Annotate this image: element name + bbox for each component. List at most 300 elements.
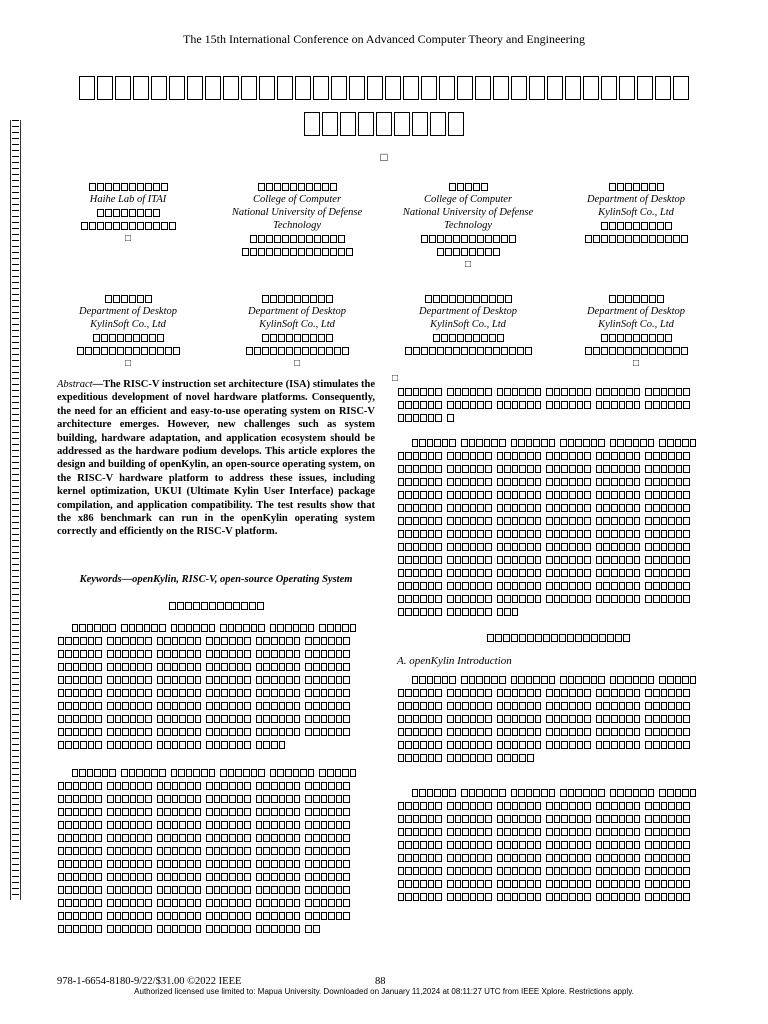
missing-glyph: [561, 867, 568, 875]
missing-glyph: [634, 452, 641, 460]
missing-glyph: [330, 183, 337, 191]
missing-glyph: [633, 222, 640, 230]
missing-glyph: [610, 676, 617, 684]
missing-glyph: [577, 465, 584, 473]
missing-glyph: [611, 517, 618, 525]
missing-glyph: [691, 689, 694, 697]
missing-glyph: [462, 517, 469, 525]
missing-glyph: [130, 847, 137, 855]
missing-glyph: [336, 689, 343, 697]
missing-glyph: [634, 517, 641, 525]
missing-glyph: [405, 608, 412, 616]
missing-glyph: [443, 452, 446, 460]
missing-glyph: [58, 899, 65, 907]
missing-glyph: [691, 556, 694, 564]
missing-glyph: [145, 728, 152, 736]
missing-glyph: [497, 728, 504, 736]
missing-glyph: [145, 847, 152, 855]
missing-glyph: [641, 388, 644, 396]
missing-glyph: [455, 530, 462, 538]
missing-glyph: [504, 388, 511, 396]
missing-glyph: [244, 886, 251, 894]
missing-glyph: [305, 834, 312, 842]
missing-glyph: [653, 802, 660, 810]
missing-glyph: [617, 183, 624, 191]
missing-glyph: [130, 886, 137, 894]
missing-glyph: [328, 676, 335, 684]
missing-glyph: [343, 663, 350, 671]
missing-glyph: [328, 637, 335, 645]
missing-glyph: [560, 676, 567, 684]
missing-glyph: [405, 867, 412, 875]
missing-glyph: [596, 582, 603, 590]
missing-glyph: [455, 465, 462, 473]
missing-glyph: [535, 728, 542, 736]
missing-glyph: [512, 582, 519, 590]
missing-glyph: [187, 886, 194, 894]
missing-glyph: [286, 860, 293, 868]
missing-glyph: [107, 899, 114, 907]
missing-glyph: [561, 556, 568, 564]
section-1-paragraph-1: [57, 621, 375, 751]
missing-glyph: [561, 689, 568, 697]
missing-glyph: [625, 347, 632, 355]
missing-glyph: [645, 802, 652, 810]
missing-glyph: [103, 715, 106, 723]
missing-glyph: [527, 569, 534, 577]
missing-glyph: [596, 401, 603, 409]
missing-glyph: [641, 715, 644, 723]
text-line: [397, 686, 719, 699]
missing-glyph: [682, 439, 689, 447]
missing-glyph: [428, 689, 435, 697]
missing-glyph: [164, 912, 171, 920]
missing-glyph: [286, 676, 293, 684]
missing-glyph: [121, 295, 128, 303]
missing-glyph: [634, 702, 641, 710]
missing-glyph: [542, 828, 545, 836]
missing-glyph: [157, 689, 164, 697]
missing-glyph: [336, 860, 343, 868]
missing-glyph: [80, 795, 87, 803]
missing-glyph: [554, 689, 561, 697]
missing-glyph: [561, 702, 568, 710]
missing-glyph: [584, 880, 591, 888]
author-block-1-1: [43, 180, 213, 245]
missing-glyph: [376, 112, 392, 136]
missing-glyph: [527, 689, 534, 697]
missing-glyph: [443, 414, 446, 422]
missing-glyph: [159, 624, 166, 632]
missing-glyph: [542, 728, 545, 736]
missing-glyph: [95, 702, 102, 710]
missing-glyph: [477, 388, 484, 396]
missing-glyph: [244, 860, 251, 868]
missing-glyph: [603, 741, 610, 749]
missing-glyph: [603, 452, 610, 460]
missing-glyph: [310, 334, 317, 342]
missing-glyph: [256, 728, 263, 736]
missing-glyph: [145, 222, 152, 230]
missing-glyph: [470, 595, 477, 603]
missing-glyph: [169, 222, 176, 230]
missing-glyph: [80, 886, 87, 894]
missing-glyph: [603, 388, 610, 396]
missing-glyph: [172, 873, 179, 881]
missing-glyph: [271, 925, 278, 933]
missing-glyph: [237, 860, 244, 868]
missing-glyph: [443, 543, 446, 551]
missing-glyph: [447, 530, 454, 538]
missing-glyph: [295, 76, 311, 100]
missing-glyph: [172, 912, 179, 920]
missing-glyph: [606, 789, 609, 797]
missing-glyph: [286, 821, 293, 829]
missing-glyph: [58, 847, 65, 855]
missing-glyph: [623, 634, 630, 642]
missing-glyph: [428, 741, 435, 749]
missing-glyph: [673, 76, 689, 100]
missing-glyph: [634, 689, 641, 697]
missing-glyph: [619, 702, 626, 710]
missing-glyph: [512, 517, 519, 525]
missing-glyph: [93, 347, 100, 355]
missing-glyph: [294, 860, 301, 868]
missing-glyph: [244, 715, 251, 723]
missing-glyph: [577, 556, 584, 564]
missing-glyph: [470, 465, 477, 473]
missing-glyph: [88, 860, 95, 868]
text-line: [397, 699, 719, 712]
missing-glyph: [177, 602, 184, 610]
missing-glyph: [596, 388, 603, 396]
missing-glyph: [206, 886, 213, 894]
missing-glyph: [535, 802, 542, 810]
missing-glyph: [435, 741, 442, 749]
missing-glyph: [527, 582, 534, 590]
missing-glyph: [95, 847, 102, 855]
footer-isbn: 978-1-6654-8180-9/22/$31.00 ©2022 IEEE: [57, 976, 242, 987]
missing-glyph: [661, 543, 668, 551]
missing-glyph: [271, 886, 278, 894]
missing-glyph: [569, 595, 576, 603]
missing-glyph: [413, 854, 420, 862]
missing-glyph: [301, 728, 304, 736]
missing-glyph: [331, 76, 347, 100]
missing-glyph: [133, 334, 140, 342]
missing-glyph: [263, 663, 270, 671]
missing-glyph: [485, 491, 492, 499]
missing-glyph: [504, 452, 511, 460]
missing-glyph: [676, 530, 683, 538]
missing-glyph: [73, 886, 80, 894]
missing-glyph: [420, 854, 427, 862]
missing-glyph: [546, 530, 553, 538]
text-line: [57, 779, 375, 792]
missing-glyph: [519, 556, 526, 564]
text-line: [57, 634, 375, 647]
missing-glyph: [661, 854, 668, 862]
missing-glyph: [229, 741, 236, 749]
missing-glyph: [691, 491, 694, 499]
missing-glyph: [603, 401, 610, 409]
missing-glyph: [626, 556, 633, 564]
missing-glyph: [328, 728, 335, 736]
missing-glyph: [313, 637, 320, 645]
missing-glyph: [653, 841, 660, 849]
missing-glyph: [195, 637, 202, 645]
missing-glyph: [221, 899, 228, 907]
missing-glyph: [279, 637, 286, 645]
missing-glyph: [641, 235, 648, 243]
missing-glyph: [282, 248, 289, 256]
missing-glyph: [252, 728, 255, 736]
missing-glyph: [328, 689, 335, 697]
missing-glyph: [592, 401, 595, 409]
missing-glyph: [592, 715, 595, 723]
missing-glyph: [398, 802, 405, 810]
missing-glyph: [202, 782, 205, 790]
missing-glyph: [405, 893, 412, 901]
missing-glyph: [73, 821, 80, 829]
missing-glyph: [73, 663, 80, 671]
missing-glyph: [137, 925, 144, 933]
missing-glyph: [683, 867, 690, 875]
missing-glyph: [279, 689, 286, 697]
missing-glyph: [470, 702, 477, 710]
author-block-2-3: [383, 292, 553, 357]
missing-glyph: [527, 504, 534, 512]
missing-glyph: [221, 676, 228, 684]
missing-glyph: [398, 754, 405, 762]
missing-glyph: [169, 76, 185, 100]
missing-glyph: [512, 556, 519, 564]
missing-glyph: [405, 347, 412, 355]
missing-glyph: [435, 582, 442, 590]
missing-glyph: [653, 893, 660, 901]
missing-glyph: [237, 847, 244, 855]
missing-glyph: [691, 517, 694, 525]
missing-glyph: [535, 569, 542, 577]
missing-glyph: [512, 388, 519, 396]
missing-glyph: [153, 209, 160, 217]
missing-glyph: [263, 873, 270, 881]
missing-glyph: [413, 388, 420, 396]
missing-glyph: [305, 925, 312, 933]
missing-glyph: [221, 925, 228, 933]
missing-glyph: [435, 608, 442, 616]
missing-glyph: [535, 741, 542, 749]
missing-glyph: [313, 808, 320, 816]
missing-glyph: [592, 517, 595, 525]
missing-glyph: [282, 235, 289, 243]
missing-glyph: [328, 873, 335, 881]
missing-glyph: [229, 925, 236, 933]
missing-glyph: [221, 886, 228, 894]
missing-glyph: [271, 860, 278, 868]
missing-glyph: [313, 899, 320, 907]
missing-glyph: [542, 893, 545, 901]
missing-glyph: [603, 828, 610, 836]
missing-glyph: [172, 821, 179, 829]
missing-glyph: [145, 886, 152, 894]
missing-glyph: [455, 388, 462, 396]
author-affiliation1: Department of Desktop: [248, 306, 346, 317]
missing-glyph: [420, 841, 427, 849]
missing-glyph: [592, 452, 595, 460]
missing-glyph: [221, 847, 228, 855]
author-contact-line: [43, 344, 213, 357]
missing-glyph: [641, 728, 644, 736]
missing-glyph: [583, 439, 590, 447]
missing-glyph: [549, 676, 556, 684]
missing-glyph: [157, 637, 164, 645]
missing-glyph: [229, 912, 236, 920]
missing-glyph: [645, 556, 652, 564]
missing-glyph: [625, 789, 632, 797]
missing-glyph: [419, 439, 426, 447]
missing-glyph: [405, 465, 412, 473]
missing-glyph: [443, 478, 446, 486]
author-name: [551, 292, 721, 305]
missing-glyph: [328, 795, 335, 803]
missing-glyph: [103, 912, 106, 920]
missing-glyph: [137, 886, 144, 894]
paper-title-line-2: [0, 112, 768, 136]
missing-glyph: [584, 828, 591, 836]
missing-glyph: [137, 860, 144, 868]
missing-glyph: [157, 834, 164, 842]
missing-glyph: [596, 802, 603, 810]
missing-glyph: [504, 608, 511, 616]
missing-glyph: [584, 595, 591, 603]
missing-glyph: [145, 795, 152, 803]
missing-glyph: [405, 741, 412, 749]
missing-glyph: [683, 569, 690, 577]
missing-glyph: [577, 388, 584, 396]
missing-glyph: [153, 808, 156, 816]
missing-glyph: [546, 867, 553, 875]
missing-glyph: [308, 769, 315, 777]
missing-glyph: [473, 183, 480, 191]
missing-glyph: [457, 76, 473, 100]
missing-glyph: [300, 624, 307, 632]
missing-glyph: [137, 821, 144, 829]
missing-glyph: [525, 347, 532, 355]
missing-glyph: [485, 815, 492, 823]
missing-glyph: [546, 582, 553, 590]
missing-glyph: [256, 860, 263, 868]
missing-glyph: [214, 795, 221, 803]
missing-glyph: [103, 676, 106, 684]
missing-glyph: [519, 728, 526, 736]
missing-glyph: [661, 702, 668, 710]
missing-glyph: [88, 782, 95, 790]
missing-glyph: [568, 789, 575, 797]
missing-glyph: [691, 741, 694, 749]
missing-glyph: [645, 401, 652, 409]
missing-glyph: [626, 543, 633, 551]
missing-glyph: [294, 821, 301, 829]
right-col-bullet: □: [392, 373, 399, 384]
missing-glyph: [202, 899, 205, 907]
missing-glyph: [673, 347, 680, 355]
missing-glyph: [302, 334, 309, 342]
missing-glyph: [499, 439, 506, 447]
text-line: [397, 838, 719, 851]
missing-glyph: [435, 802, 442, 810]
missing-glyph: [577, 715, 584, 723]
missing-glyph: [237, 782, 244, 790]
missing-glyph: [625, 295, 632, 303]
missing-glyph: [569, 802, 576, 810]
missing-glyph: [455, 517, 462, 525]
missing-glyph: [313, 702, 320, 710]
missing-glyph: [258, 624, 265, 632]
missing-glyph: [271, 912, 278, 920]
missing-glyph: [103, 886, 106, 894]
missing-glyph: [603, 702, 610, 710]
missing-glyph: [493, 248, 500, 256]
missing-glyph: [313, 650, 320, 658]
missing-glyph: [65, 702, 72, 710]
missing-glyph: [477, 754, 484, 762]
missing-glyph: [519, 893, 526, 901]
missing-glyph: [428, 452, 435, 460]
missing-glyph: [554, 893, 561, 901]
missing-glyph: [137, 808, 144, 816]
missing-glyph: [206, 808, 213, 816]
missing-glyph: [195, 860, 202, 868]
missing-glyph: [462, 728, 469, 736]
missing-glyph: [244, 912, 251, 920]
missing-glyph: [73, 834, 80, 842]
missing-glyph: [214, 834, 221, 842]
missing-glyph: [179, 728, 186, 736]
missing-glyph: [420, 401, 427, 409]
missing-glyph: [554, 517, 561, 525]
missing-glyph: [145, 925, 152, 933]
missing-glyph: [661, 893, 668, 901]
missing-glyph: [413, 880, 420, 888]
missing-glyph: [398, 478, 405, 486]
missing-glyph: [626, 702, 633, 710]
missing-glyph: [115, 860, 122, 868]
missing-glyph: [443, 517, 446, 525]
missing-glyph: [535, 595, 542, 603]
missing-glyph: [668, 728, 675, 736]
missing-glyph: [413, 595, 420, 603]
missing-glyph: [449, 334, 456, 342]
missing-glyph: [519, 401, 526, 409]
missing-glyph: [668, 702, 675, 710]
missing-glyph: [153, 650, 156, 658]
missing-glyph: [443, 556, 446, 564]
missing-glyph: [193, 624, 200, 632]
missing-glyph: [405, 854, 412, 862]
missing-glyph: [314, 235, 321, 243]
missing-glyph: [507, 676, 510, 684]
missing-glyph: [420, 569, 427, 577]
missing-glyph: [294, 715, 301, 723]
missing-glyph: [653, 543, 660, 551]
missing-glyph: [511, 789, 518, 797]
missing-glyph: [256, 782, 263, 790]
missing-glyph: [342, 347, 349, 355]
missing-glyph: [497, 543, 504, 551]
missing-glyph: [517, 347, 524, 355]
missing-glyph: [661, 556, 668, 564]
